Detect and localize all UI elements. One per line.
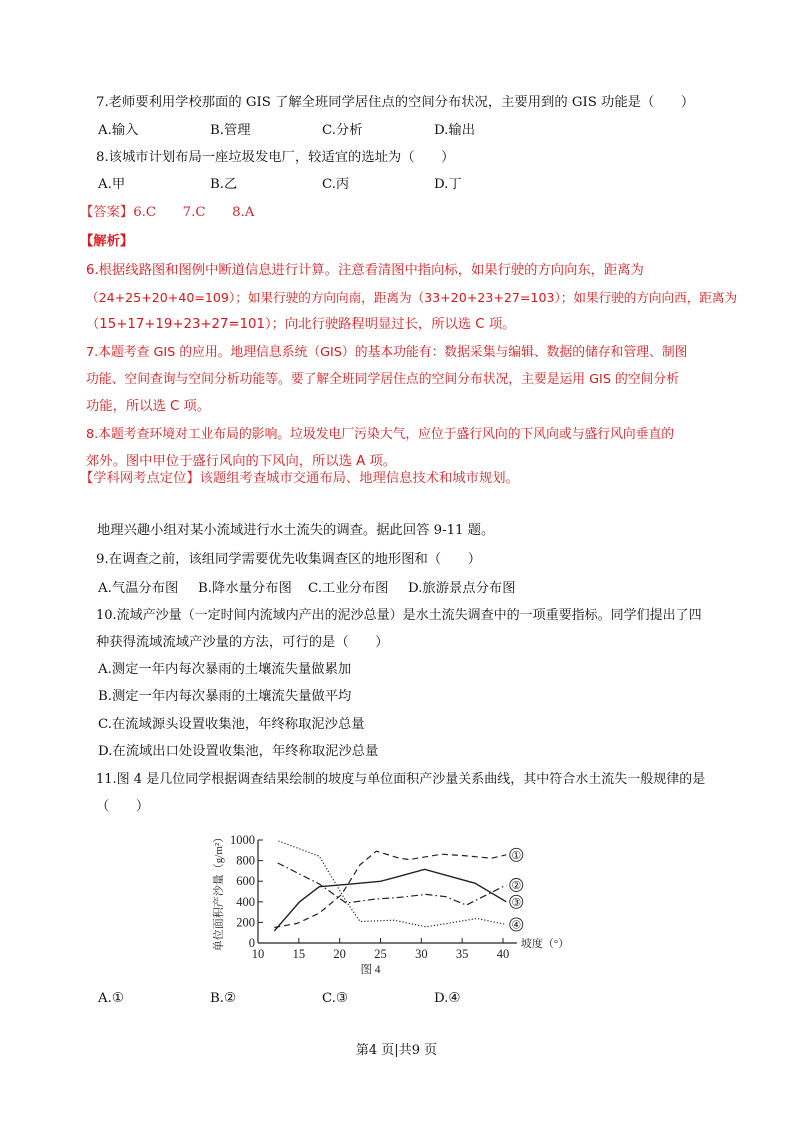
q8-option-c: C.丙 — [322, 177, 350, 192]
answer-label: 【答案】 — [80, 205, 134, 220]
x-tick-label: 40 — [496, 947, 510, 961]
chart-axes — [230, 833, 517, 961]
q7-option-d: D.输出 — [434, 123, 476, 138]
y-tick-label: 800 — [236, 853, 255, 868]
chart-title: 图 4 — [360, 964, 381, 976]
x-tick-label: 30 — [415, 947, 428, 961]
answer-values: 6.C 7.C 8.A — [133, 205, 255, 220]
analysis-line: （24+25+20+40=109）；如果行驶的方向向南，距离为（33+20+23+27=103）；如果行驶的方向向西，距离为 — [86, 290, 738, 305]
q10-option-a: A.测定一年内每次暴雨的土壤流失量做累加 — [98, 662, 352, 677]
y-tick-label: 600 — [236, 874, 255, 889]
analysis-line: 6.根据线路图和图例中断道信息进行计算。注意看清图中指向标，如果行驶的方向向东，距离为 — [86, 263, 644, 278]
question-11-stem: （ ） — [96, 799, 150, 814]
x-axis-label: 坡度（°） — [520, 938, 570, 950]
q9-option-b: B.降水量分布图 — [198, 581, 292, 596]
q7-option-b: B.管理 — [210, 123, 251, 138]
section-intro: 地理兴趣小组对某小流域进行水土流失的调查。据此回答 9-11 题。 — [97, 523, 495, 538]
analysis-line: （15+17+19+23+27=101）；向北行驶路程明显过长，所以选 C 项。 — [86, 317, 516, 332]
x-tick-label: 15 — [292, 947, 306, 961]
analysis-line: 功能、空间查询与空间分析功能等。要了解全班同学居住点的空间分布状况，主要是运用 GIS 的空间分析 — [86, 372, 680, 387]
q9-option-a: A.气温分布图 — [98, 581, 179, 596]
series-label: ① — [511, 849, 522, 862]
y-tick-label: 1000 — [230, 833, 255, 847]
analysis-label: 【解析】 — [80, 234, 134, 249]
series-line-dashdot — [278, 863, 507, 905]
y-tick-label: 200 — [236, 915, 255, 930]
slope-sediment-chart — [200, 822, 570, 982]
y-tick-label: 0 — [248, 936, 255, 950]
question-7-stem: 7.老师要利用学校那面的 GIS 了解全班同学居住点的空间分布状况，主要用到的 GIS 功能是（ ） — [96, 95, 695, 110]
x-tick-label: 25 — [374, 947, 387, 961]
q10-option-b: B.测定一年内每次暴雨的土壤流失量做平均 — [98, 689, 352, 704]
series-line-dotted — [278, 841, 506, 927]
q11-option-c: C.③ — [322, 991, 348, 1006]
q7-option-a: A.输入 — [98, 123, 139, 138]
q11-option-b: B.② — [210, 991, 236, 1006]
answer-row — [80, 204, 254, 222]
question-8-stem: 8.该城市计划布局一座垃圾发电厂，较适宜的选址为（ ） — [96, 150, 455, 165]
question-10-stem: 10.流域产沙量（一定时间内流域内产出的泥沙总量）是水土流失调查中的一项重要指标。同学们提出了四 — [96, 608, 702, 623]
series-label: ④ — [511, 919, 522, 932]
x-tick-label: 10 — [251, 947, 265, 961]
kaodian-note: 【学科网考点定位】该题组考查城市交通布局、地理信息技术和城市规划。 — [80, 471, 519, 486]
q8-option-a: A.甲 — [98, 177, 126, 192]
question-10-stem: 种获得流域流域产沙量的方法，可行的是（ ） — [96, 635, 389, 650]
y-tick-label: 400 — [236, 894, 255, 909]
analysis-line: 功能，所以选 C 项。 — [86, 399, 211, 414]
x-tick-label: 20 — [333, 947, 346, 961]
q11-option-a: A.① — [98, 991, 124, 1006]
page-footer: 第4 页|共9 页 — [355, 1043, 438, 1058]
y-axis-label: 单位面积产沙量（g/m²） — [213, 831, 225, 952]
q8-option-b: B.乙 — [210, 177, 238, 192]
question-11-stem: 11.图 4 是几位同学根据调查结果绘制的坡度与单位面积产沙量关系曲线，其中符合水土流失一般规律的是 — [96, 772, 706, 787]
q10-option-d: D.在流域出口处设置收集池，年终称取泥沙总量 — [98, 744, 379, 759]
analysis-line: 8.本题考查环境对工业布局的影响。垃圾发电厂污染大气，应位于盛行风向的下风向或与盛行风向垂直的 — [86, 427, 675, 442]
x-tick-label: 35 — [455, 947, 469, 961]
series-line-dashed — [274, 851, 506, 927]
q9-option-c: C.工业分布图 — [308, 581, 389, 596]
q8-option-d: D.丁 — [434, 177, 462, 192]
q10-option-c: C.在流域源头设置收集池，年终称取泥沙总量 — [98, 717, 365, 732]
analysis-line: 郊外。图中甲位于盛行风向的下风向，所以选 A 项。 — [86, 454, 397, 469]
series-label: ② — [511, 880, 522, 893]
q7-option-c: C.分析 — [322, 123, 363, 138]
chart-labels — [211, 832, 569, 976]
chart-series — [274, 841, 506, 931]
question-9-stem: 9.在调查之前，该组同学需要优先收集调查区的地形图和（ ） — [96, 552, 481, 567]
q11-option-d: D.④ — [434, 991, 461, 1006]
series-label: ③ — [511, 896, 522, 909]
q9-option-d: D.旅游景点分布图 — [408, 581, 516, 596]
analysis-line: 7.本题考查 GIS 的应用。地理信息系统（GIS）的基本功能有：数据采集与编辑、数据的储存和管理、制图 — [86, 345, 688, 360]
